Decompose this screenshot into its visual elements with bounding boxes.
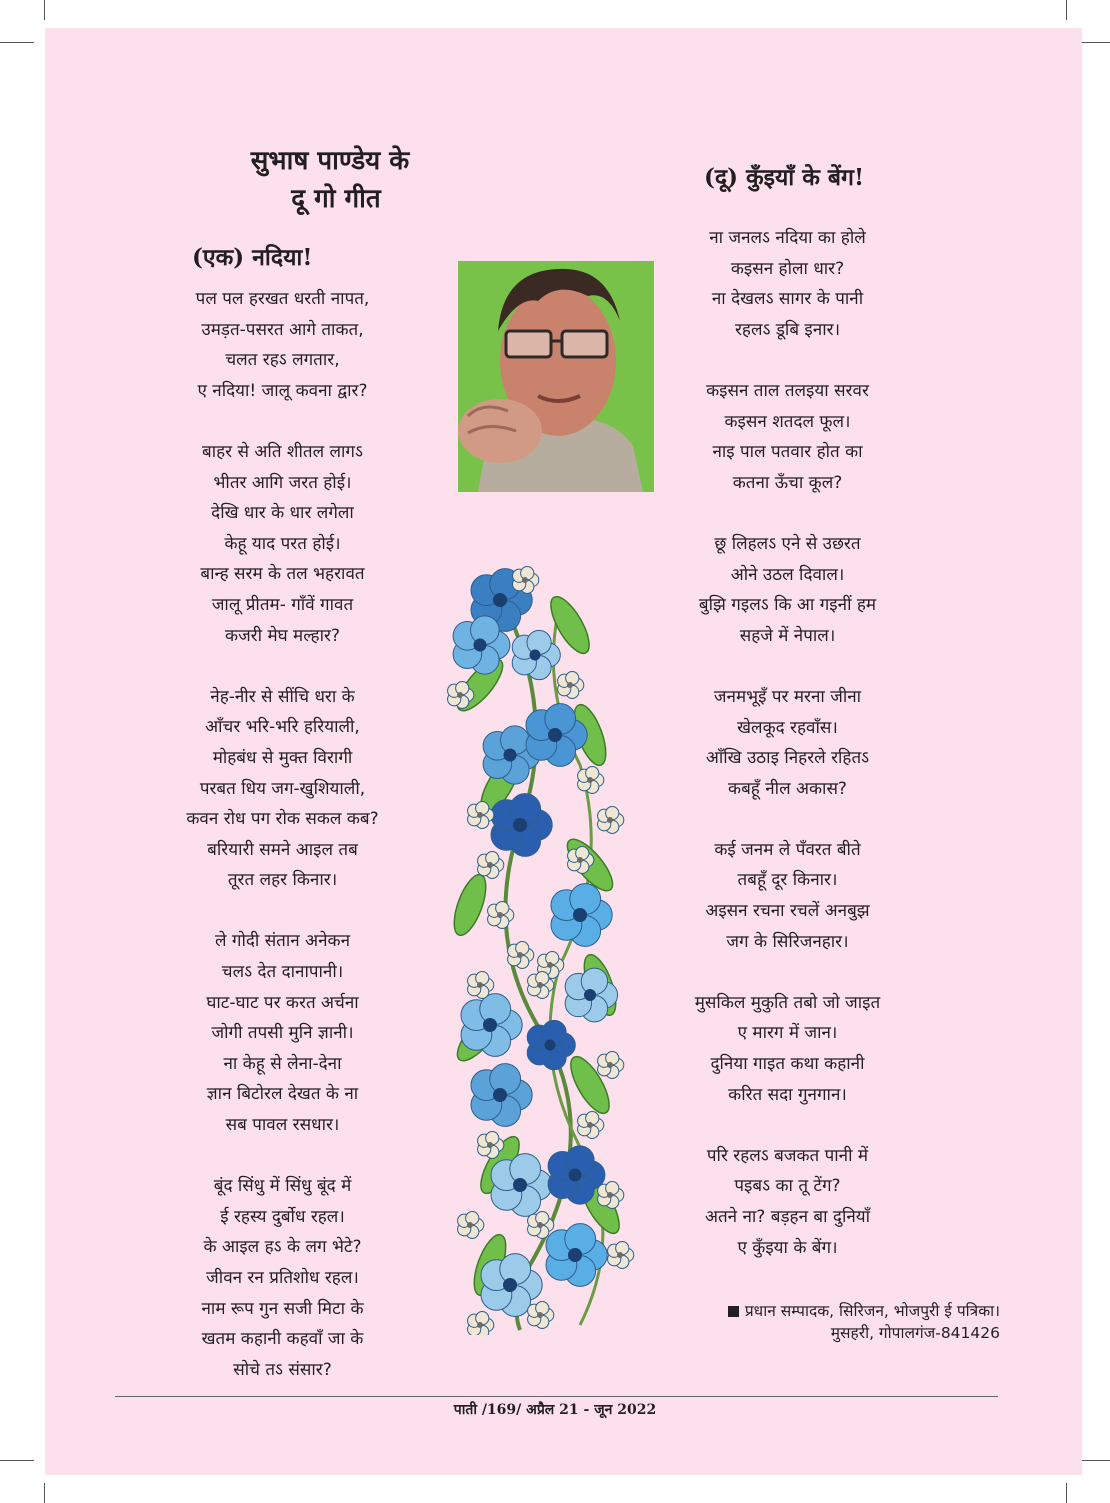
poem-line: ए कुँइया के बेंग। [737,1237,838,1258]
poem-line: आँखि उठाइ निहरले रहितऽ [705,748,870,769]
poem-line: नाइ पाल पतवार होत का [712,442,863,463]
poem-line: कजरी मेघ मल्हार? [225,625,340,646]
author-credit [680,1300,1000,1344]
poem-line: कई जनम ले पँवरत बीते [714,839,861,860]
poem-line: के आइल हऽ के लग भेटे? [203,1237,362,1258]
poem-1-body [150,284,415,1385]
poem-line: जनमभूइँ पर मरना जीना [713,686,862,707]
poem-line: ए मारग में जान। [737,1023,838,1044]
poem-line: ना देखलऽ सागर के पानी [711,289,864,310]
poem-line: ई रहस्य दुर्बोध रहल। [220,1206,345,1227]
poem-line: देखि धार के धार लगेला [211,503,354,524]
poem-line: भीतर आगि जरत होई। [213,472,352,493]
poem-line: रहलऽ डूबि इनार। [734,319,841,340]
poem-line: सब पावल रसधार। [225,1115,340,1136]
poem-line: जोगी तपसी मुनि ज्ञानी। [211,1023,354,1044]
poem-line: कतना ऊँचा कूल? [732,472,843,493]
poem-line: कबहूँ नील अकास? [728,778,847,799]
poem-line: सहजे में नेपाल। [739,625,836,646]
poem-line: कइसन ताल तलइया सरवर [706,380,869,401]
poem-line: आँचर भरि-भरि हरियाली, [205,717,360,738]
crop-mark [0,42,34,43]
poem-line: पल पल हरखत धरती नापत, [195,289,370,309]
poem-line: बाहर से अति शीतल लागऽ [202,441,363,462]
poem-line: दुनिया गाइत कथा कहानी [710,1054,865,1075]
stanza [150,437,415,651]
poem-line: मुसकिल मुकुति तबो जो जाइत [694,992,881,1013]
poem-line: तूरत लहर किनार। [227,870,338,891]
poem-line: जग के सिरिजनहार। [726,931,849,952]
credit-line-1: प्रधान सम्पादक, सिरिजन, भोजपुरी ई पत्रिका। [744,1302,1000,1320]
poem-line: बुझि गइलऽ कि आ गइनीं हम [698,595,877,616]
stanza [150,926,415,1140]
title-line-2: दू गो गीत [291,184,381,214]
poem-line: उमड़त-पसरत आगे ताकत, [201,319,364,340]
poem-line: परि रहलऽ बजकत पानी में [706,1145,869,1166]
author-photo [458,261,654,492]
poem-line: ना केहू से लेना-देना [223,1053,342,1074]
poem-line: कइसन शतदल फूल। [724,411,851,432]
poem-line: चलऽ देत दानापानी। [221,962,344,983]
poem-line: घाट-घाट पर करत अर्चना [206,992,359,1013]
title-line-1: सुभाष पाण्डेय के [250,146,410,176]
credit-line-2: मुसहरी, गोपालगंज-841426 [830,1324,1000,1342]
stanza [150,1171,415,1385]
poem-line: जालू प्रीतम- गाँवें गावत [211,594,354,615]
poem-line: अतने ना? बड़हन बा दुनियाँ [704,1207,871,1227]
poem-line: बान्ह सरम के तल भहरावत [200,564,365,585]
stanza [660,529,915,651]
bullet-square-icon [728,1306,739,1317]
page-footer: पाती /169/ अप्रैल 21 - जून 2022 [453,1402,657,1418]
poem-1-title: (एक) नदिया! [192,244,313,271]
poem-line: बूंद सिंधु में सिंधु बूंद में [213,1176,352,1197]
poem-2-body [660,223,915,1263]
poem-line: ए नदिया! जालू कवना द्वार? [197,380,368,401]
poem-line: छू लिहलऽ एने से उछरत [714,533,861,554]
stanza [660,223,915,345]
poem-line: सोचे तऽ संसार? [233,1359,332,1380]
poem-line: करित सदा गुनगान। [728,1084,847,1105]
poem-line: कइसन होला धार? [730,258,845,279]
poem-line: कवन रोध पग रोक सकल कब? [186,809,379,830]
poem-line: जीवन रन प्रतिशोध रहल। [206,1268,359,1288]
poem-line: चलत रहऽ लगतार, [225,350,340,371]
poem-line: खेलकूद रहवाँस। [737,717,838,738]
poem-line: ना जनलऽ नदिया का होले [709,228,866,248]
poem-line: तबहूँ दूर किनार। [737,870,838,891]
stanza [660,1141,915,1263]
poem-line: खतम कहानी कहवाँ जा के [201,1329,364,1350]
flower-vine-illustration [440,565,640,1335]
poem-line: ज्ञान बिटोरल देखत के ना [206,1084,359,1105]
poem-line: मोहबंध से मुक्त विरागी [212,747,353,768]
stanza [150,682,415,896]
poem-line: अइसन रचना रचलें अनबुझ [705,901,870,922]
crop-mark [44,1483,45,1503]
crop-mark [1066,0,1067,20]
poem-line: नाम रूप गुन सजी मिटा के [201,1298,364,1319]
poem-line: केहू याद परत होई। [224,533,341,554]
stanza [660,376,915,498]
poem-line: नेह-नीर से सींचि धरा के [210,686,355,707]
poem-2-title: (दू) कुँइयाँ के बेंग! [704,164,865,191]
stanza [150,284,415,406]
crop-mark [1066,1483,1067,1503]
poem-line: ले गोदी संतान अनेकन [214,931,351,952]
stanza [660,835,915,957]
article-title [200,142,460,218]
stanza [660,988,915,1110]
footer-divider [115,1396,998,1397]
poem-line: ओने उठल दिवाल। [730,564,845,585]
poem-line: बरियारी समने आइल तब [207,839,358,860]
stanza [660,682,915,804]
poem-line: पइबऽ का तू टेंग? [734,1176,841,1197]
crop-mark [0,1460,34,1461]
poem-line: परबत धिय जग-खुशियाली, [199,778,366,799]
crop-mark [44,0,45,20]
